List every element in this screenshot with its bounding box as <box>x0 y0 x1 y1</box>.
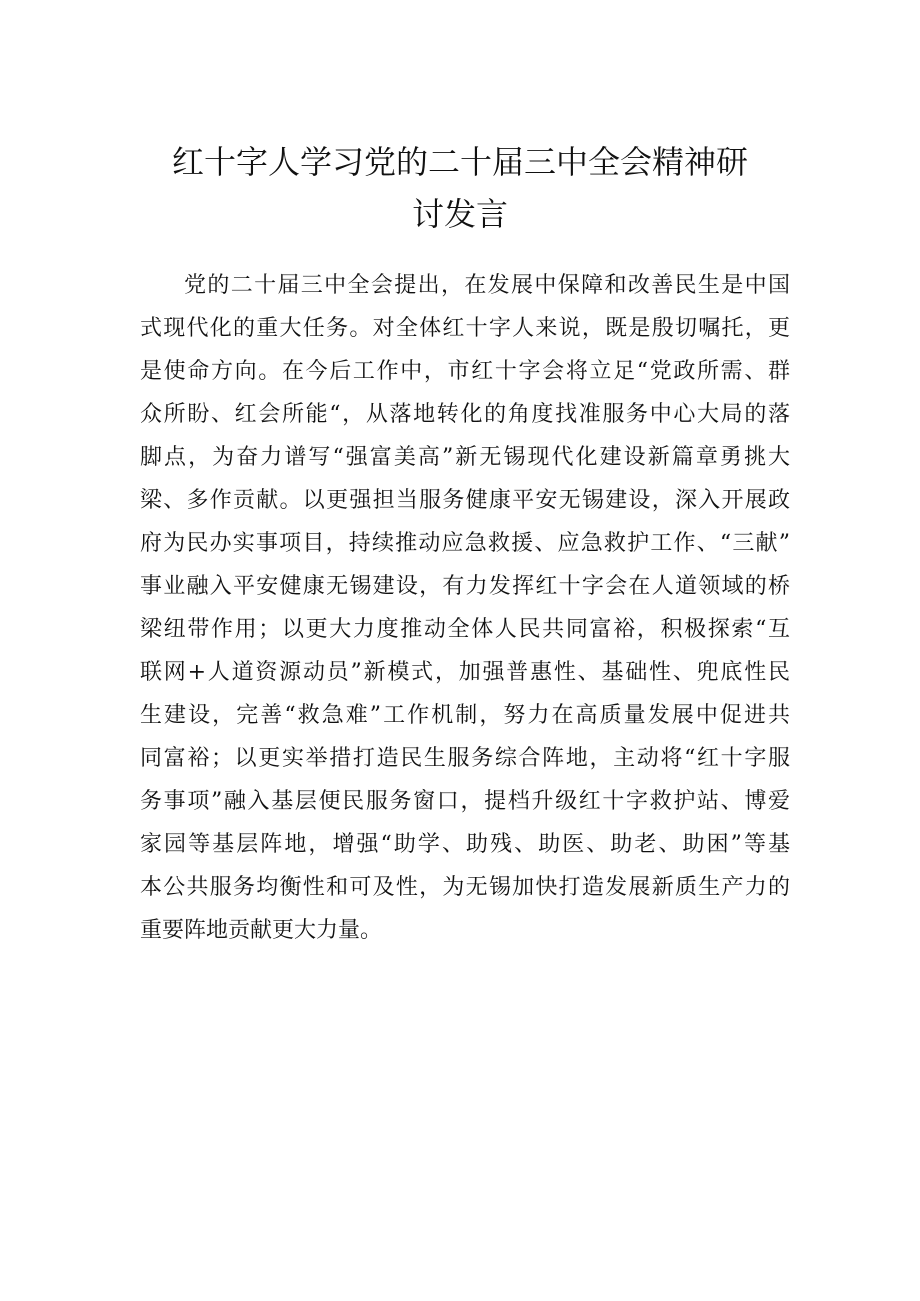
body-line: 脚点，为奋力谱写“强富美高”新无锡现代化建设新篇章勇挑大 <box>140 445 790 470</box>
body-line: 同富裕；以更实举措打造民生服务综合阵地，主动将“红十字服 <box>140 746 790 771</box>
body-line: 党的二十届三中全会提出，在发展中保障和改善民生是中国 <box>184 273 790 298</box>
document-title <box>130 136 790 240</box>
body-line: 事业融入平安健康无锡建设，有力发挥红十字会在人道领域的桥 <box>140 574 790 599</box>
body-line: 家园等基层阵地，增强“助学、助残、助医、助老、助困”等基 <box>140 832 790 857</box>
body-line: 是使命方向。在今后工作中，市红十字会将立足“党政所需、群 <box>140 359 790 384</box>
body-line: 府为民办实事项目，持续推动应急救援、应急救护工作、“三献” <box>140 531 790 556</box>
body-line: 梁纽带作用；以更大力度推动全体人民共同富裕，积极探索“互 <box>140 617 790 642</box>
body-line: 联网+人道资源动员”新模式，加强普惠性、基础性、兜底性民 <box>140 660 790 685</box>
body-line: 务事项”融入基层便民服务窗口，提档升级红十字救护站、博爱 <box>140 789 790 814</box>
title-line: 讨发言 <box>411 195 508 233</box>
body-line: 式现代化的重大任务。对全体红十字人来说，既是殷切嘱托，更 <box>140 316 790 341</box>
body-line: 本公共服务均衡性和可及性，为无锡加快打造发展新质生产力的 <box>140 875 790 900</box>
body-line: 生建设，完善“救急难”工作机制，努力在高质量发展中促进共 <box>140 703 790 728</box>
body-line: 梁、多作贡献。以更强担当服务健康平安无锡建设，深入开展政 <box>140 488 790 513</box>
document-body <box>140 264 790 952</box>
title-line: 红十字人学习党的二十届三中全会精神研 <box>171 143 748 181</box>
body-line: 众所盼、红会所能“，从落地转化的角度找准服务中心大局的落 <box>140 402 790 427</box>
body-line: 重要阵地贡献更大力量。 <box>140 918 383 943</box>
